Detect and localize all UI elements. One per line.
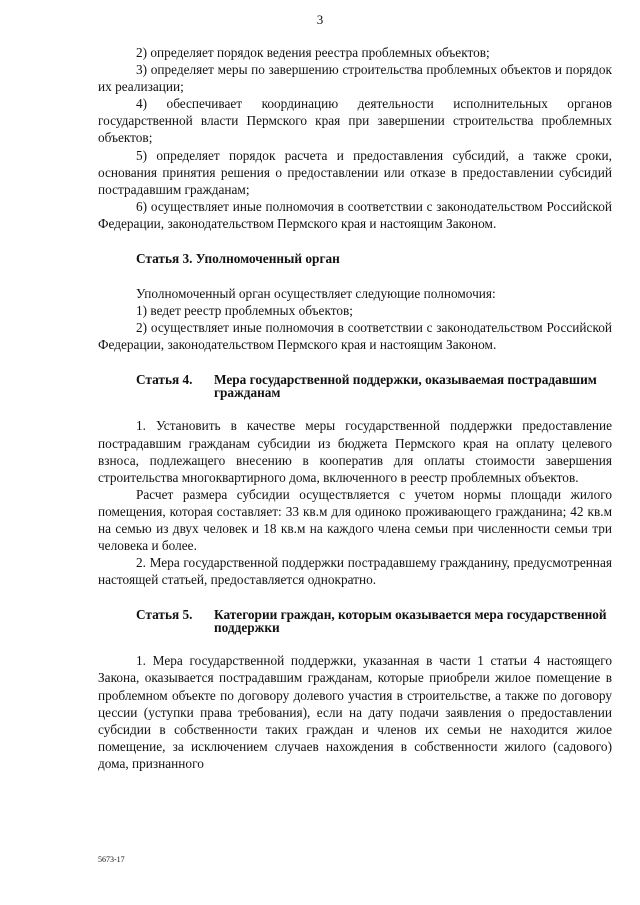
article-4-heading — [98, 373, 612, 399]
article-3-title: Статья 3. Уполномоченный орган — [136, 251, 340, 267]
list-item: 6) осуществляет иные полномочия в соответствии с законодательством Российской Федерации, законодательством Пермского края и настоящим Законом. — [98, 198, 612, 231]
paragraph: 1) ведет реестр проблемных объектов; — [136, 303, 353, 319]
paragraph: 1. Установить в качестве меры государственной поддержки предоставление пострадавшим гражданам субсидии из бюджета Пермского края на оплату целевого взноса, подлежащего внесению в кооператив для оплаты стоимости завершения строительства многоквартирного дома, включенного в реестр проблемных объектов. — [98, 418, 612, 485]
article-4-title: Мера государственной поддержки, оказываемая пострадавшим гражданам — [214, 372, 597, 401]
paragraph: 1. Мера государственной поддержки, указанная в части 1 статьи 4 настоящего Закона, оказывается пострадавшим гражданам, которые приобрели жилое помещение в проблемном объекте по договору долевого участия в строительстве, а также по договору цессии (уступки права требования), если на дату подачи заявления о предоставлении субсидии в собственности таких граждан и членов их семьи не находится жилое помещение, за исключением случаев нахождения в собственности жилого (садового) дома, признанного — [98, 653, 612, 771]
article-5-number: Статья 5. — [136, 607, 193, 623]
article-5-title: Категории граждан, которым оказывается мера государственной поддержки — [214, 607, 607, 636]
document-code: 5673-17 — [98, 855, 125, 864]
article-5-heading — [98, 608, 612, 634]
document-body — [98, 44, 612, 772]
list-item: 3) определяет меры по завершению строительства проблемных объектов и порядок их реализации; — [98, 62, 612, 95]
paragraph: Уполномоченный орган осуществляет следующие полномочия: — [136, 286, 496, 302]
list-item: 2) определяет порядок ведения реестра проблемных объектов; — [136, 45, 490, 60]
article-3-heading — [98, 252, 612, 265]
list-item: 4) обеспечивает координацию деятельности исполнительных органов государственной власти Пермского края при завершении строительства проблемных объектов; — [98, 96, 612, 146]
page-number: 3 — [316, 12, 324, 27]
paragraph: Расчет размера субсидии осуществляется с учетом нормы площади жилого помещения, которая составляет: 33 кв.м для одиноко проживающего гражданина; 42 кв.м на семью из двух человек и 18 кв.м на каждого члена семьи при численности семьи три человека и более. — [98, 486, 612, 554]
paragraph: 2) осуществляет иные полномочия в соответствии с законодательством Российской Федерации, законодательством Пермского края и настоящим Законом. — [98, 320, 612, 353]
article-4-number: Статья 4. — [136, 372, 193, 388]
paragraph: 2. Мера государственной поддержки пострадавшему гражданину, предусмотренная настоящей статьей, предоставляется однократно. — [98, 555, 612, 588]
list-item: 5) определяет порядок расчета и предоставления субсидий, а также сроки, основания принятия решения о предоставлении или отказе в предоставлении субсидий пострадавшим гражданам; — [98, 147, 612, 197]
